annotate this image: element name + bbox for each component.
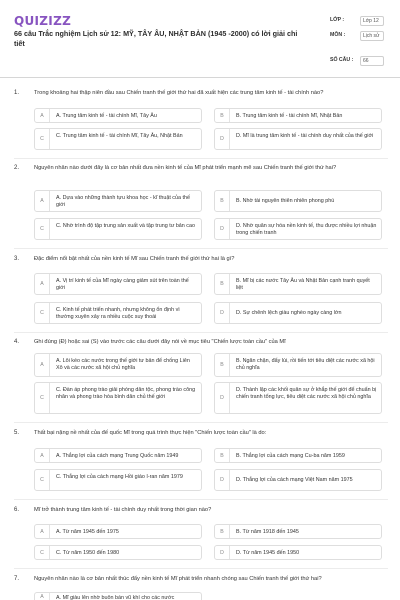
option-a[interactable] — [34, 448, 202, 463]
option-letter: A — [35, 274, 50, 294]
question-number: 5. — [14, 430, 20, 436]
option-a[interactable] — [34, 108, 202, 123]
option-letter: B — [215, 449, 230, 462]
option-text: D. Nhờ quân sự hóa nền kinh tế, thu được nhiều lợi nhuận trong chiến tranh — [236, 222, 377, 236]
question-text: Trong khoảng hai thập niên đầu sau Chiến tranh thế giới thứ hai đã xuất hiện các trung tâm kinh tế - tài chính nào? — [34, 90, 324, 96]
option-b[interactable] — [214, 353, 382, 377]
question-number: 7. — [14, 576, 20, 582]
worksheet-title: 66 câu Trắc nghiệm Lịch sử 12: MỸ, TÂY ÂU, NHẬT BẢN (1945 -2000) có lời giải chi tiết — [14, 29, 298, 48]
option-text: B. Thắng lợi của cách mạng Cu-ba năm 1959 — [236, 452, 345, 459]
option-letter: B — [215, 525, 230, 538]
option-letter: B — [215, 274, 230, 294]
option-letter: D — [215, 546, 230, 559]
option-letter: A — [35, 109, 50, 122]
option-b[interactable] — [214, 524, 382, 539]
subject-label: MÔN : — [330, 32, 346, 38]
option-letter: B — [215, 354, 230, 376]
option-text: C. Nhờ trình độ tập trung sản xuất và tập trung tư bản cao — [56, 222, 195, 229]
option-letter: D — [215, 383, 230, 413]
option-b[interactable] — [214, 108, 382, 123]
option-b[interactable] — [214, 448, 382, 463]
option-letter: A — [35, 354, 50, 376]
option-letter: C — [35, 546, 50, 559]
subject-value: Lịch sử — [360, 31, 384, 41]
question-number: 3. — [14, 256, 20, 262]
question-divider — [14, 158, 388, 159]
option-a[interactable] — [34, 592, 202, 600]
option-a[interactable] — [34, 190, 202, 212]
count-label: SỐ CÂU : — [330, 57, 354, 63]
question-number: 4. — [14, 339, 20, 345]
option-letter: D — [215, 219, 230, 239]
option-d[interactable] — [214, 128, 382, 150]
question-number: 1. — [14, 90, 20, 96]
option-text: B. Mĩ bị các nước Tây Âu và Nhật Bản cạnh tranh quyết liệt — [236, 277, 370, 291]
option-text: C. Thắng lợi của cách mạng Hồi giáo I-ran năm 1979 — [56, 473, 183, 480]
option-d[interactable] — [214, 302, 382, 324]
option-text: D. Thành lập các khối quân sự ở khắp thế giới để chuẩn bị chiến tranh tổng lực, tiêu diệt các nước xã hội chủ nghĩa — [236, 387, 377, 400]
option-text: C. Đàn áp phong trào giải phóng dân tộc, phong trào công nhân và phong trào hòa bình dân chủ thế giới — [56, 387, 196, 400]
option-text: D. Sự chênh lệch giàu nghèo ngày càng lớn — [236, 310, 342, 316]
option-text: A. Mĩ giàu lên nhờ buôn bán vũ khí cho các nước — [56, 595, 175, 600]
option-letter: C — [35, 470, 50, 490]
option-text: D. Thắng lợi của cách mạng Việt Nam năm 1975 — [236, 477, 353, 483]
option-b[interactable] — [214, 190, 382, 212]
option-c[interactable] — [34, 218, 202, 240]
question-divider — [14, 568, 388, 569]
option-text: B. Nhờ tài nguyên thiên nhiên phong phú — [236, 198, 335, 204]
option-d[interactable] — [214, 382, 382, 414]
option-c[interactable] — [34, 302, 202, 324]
option-d[interactable] — [214, 545, 382, 560]
class-label: LỚP : — [330, 17, 345, 23]
option-text: C. Kinh tế phát triển nhanh, nhưng không ổn định vì thường xuyên xảy ra nhiều cuộc suy thoái — [56, 306, 180, 320]
option-c[interactable] — [34, 382, 202, 414]
question-divider — [14, 248, 388, 249]
option-letter: C — [35, 129, 50, 149]
option-text: B. Từ năm 1918 đến 1945 — [236, 528, 299, 535]
option-text: B. Ngăn chặn, đẩy lùi, rồi tiến tới tiêu diệt các nước xã hội chủ nghĩa — [236, 358, 375, 371]
option-text: A. Thắng lợi của cách mạng Trung Quốc năm 1949 — [56, 452, 179, 459]
class-value: Lớp 12 — [360, 16, 384, 26]
option-c[interactable] — [34, 128, 202, 150]
question-text: Thất bại nặng nề nhất của đế quốc Mĩ trong quá trình thực hiện "Chiến lược toàn cầu" là do: — [34, 430, 267, 436]
question-text: Nguyên nhân nào dưới đây là cơ bản nhất đưa nền kinh tế của Mĩ phát triển mạnh mẽ sau Chiến tranh thế giới thứ hai? — [34, 165, 337, 171]
question-divider — [14, 332, 388, 333]
option-letter: D — [215, 129, 230, 149]
option-text: A. Trung tâm kinh tế - tài chính Mĩ, Tây Âu — [56, 112, 157, 119]
option-c[interactable] — [34, 545, 202, 560]
option-letter: B — [215, 109, 230, 122]
question-number: 6. — [14, 507, 20, 513]
option-text: C. Trung tâm kinh tế - tài chính Mĩ, Tây Âu, Nhật Bản — [56, 132, 183, 139]
quizizz-logo: QUIZIZZ — [14, 14, 72, 28]
question-number: 2. — [14, 165, 20, 171]
question-text: Ghi đúng (Đ) hoặc sai (S) vào trước các câu dưới đây nói về mục tiêu "Chiến lược toàn cầu" của Mĩ — [34, 339, 286, 345]
question-text: Đặc điểm nổi bật nhất của nền kinh tế Mĩ sau Chiến tranh thế giới thứ hai là gì? — [34, 256, 235, 262]
option-letter: C — [35, 219, 50, 239]
option-text: B. Trung tâm kinh tế - tài chính Mĩ, Nhật Bản — [236, 112, 343, 119]
option-letter: B — [215, 191, 230, 211]
option-text: A. Lôi kéo các nước trong thế giới tư bản để chống Liên Xô và các nước xã hội chủ nghĩa — [56, 358, 190, 371]
option-a[interactable] — [34, 353, 202, 377]
option-letter: A — [35, 525, 50, 538]
option-b[interactable] — [214, 273, 382, 295]
question-divider — [14, 499, 388, 500]
option-text: A. Dựa vào những thành tựu khoa học - kĩ thuật của thế giới — [56, 194, 190, 208]
option-a[interactable] — [34, 273, 202, 295]
option-letter: C — [35, 303, 50, 323]
question-text: Mĩ trở thành trung tâm kinh tế - tài chính duy nhất trong thời gian nào? — [34, 507, 212, 513]
option-letter: A — [35, 593, 50, 600]
option-text: D. Mĩ là trung tâm kinh tế - tài chính duy nhất của thế giới — [236, 132, 374, 139]
option-d[interactable] — [214, 469, 382, 491]
worksheet-header — [0, 0, 400, 78]
option-letter: A — [35, 191, 50, 211]
option-c[interactable] — [34, 469, 202, 491]
option-letter: D — [215, 470, 230, 490]
option-d[interactable] — [214, 218, 382, 240]
question-divider — [14, 422, 388, 423]
option-a[interactable] — [34, 524, 202, 539]
option-letter: C — [35, 383, 50, 413]
option-letter: D — [215, 303, 230, 323]
question-text: Nguyên nhân nào là cơ bản nhất thúc đẩy nền kinh tế Mĩ phát triển nhanh chóng sau Chiến tranh thế giới thứ hai? — [34, 576, 322, 582]
option-text: C. Từ năm 1950 đến 1980 — [56, 549, 120, 556]
count-value: 66 — [360, 56, 384, 66]
option-text: A. Từ năm 1945 đến 1975 — [56, 528, 119, 535]
option-text: D. Từ năm 1945 đến 1950 — [236, 549, 300, 556]
option-text: A. Vị trí kinh tế của Mĩ ngày càng giảm sút trên toàn thế giới — [56, 277, 189, 291]
option-letter: A — [35, 449, 50, 462]
